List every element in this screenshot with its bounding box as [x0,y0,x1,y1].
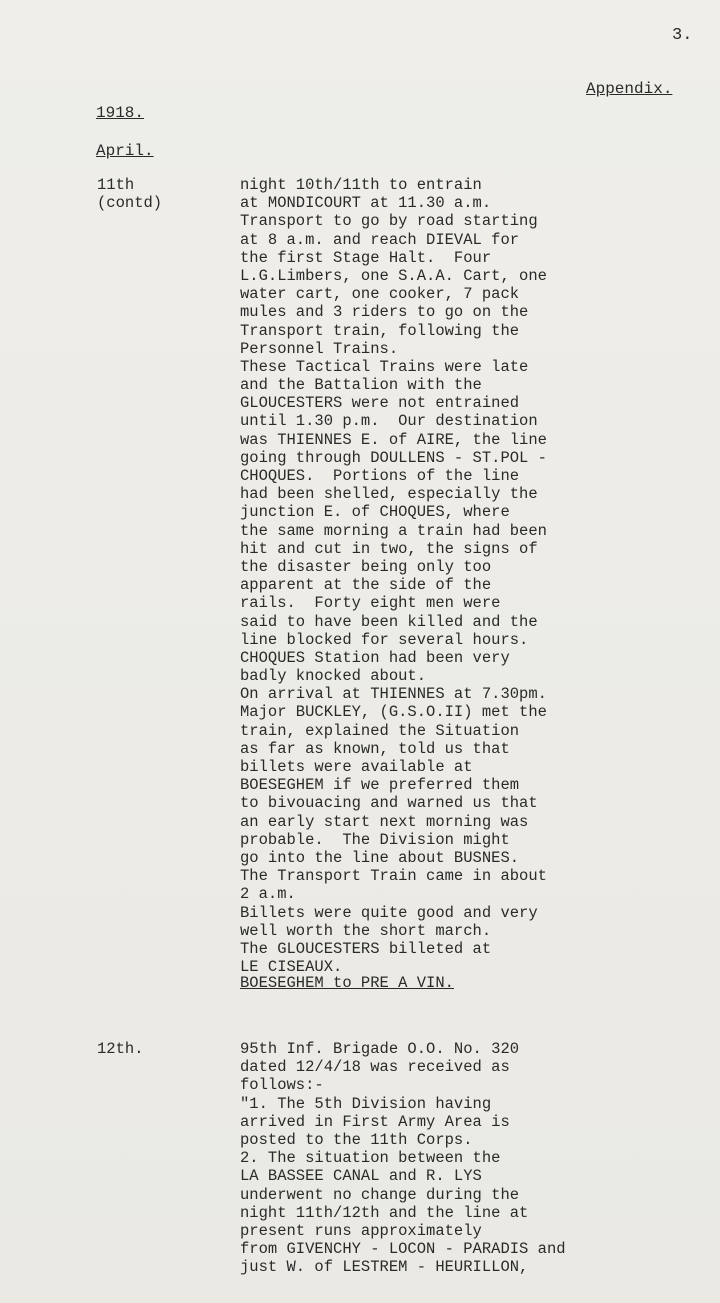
entry-date-12th: 12th. [97,1040,144,1058]
text-line: "1. The 5th Division having [240,1094,492,1113]
text-line: On arrival at THIENNES at 7.30pm. [240,685,547,704]
text-line: The Transport Train came in about [240,867,547,886]
text-line: the disaster being only too [240,557,492,576]
text-line: at MONDICOURT at 11.30 a.m. [240,194,492,213]
text-line: the first Stage Halt. Four [240,248,492,267]
entry-text-11th [240,176,547,976]
text-line: night 10th/11th to entrain [240,176,482,194]
text-line: the same morning a train had been [240,521,547,540]
text-line: apparent at the side of the [240,576,492,595]
text-line: mules and 3 riders to go on the [240,303,529,322]
text-line: The GLOUCESTERS billeted at [240,939,492,958]
entry-date-11th: 11th (contd) [97,176,163,213]
text-line: going through DOULLENS - ST.POL - [240,448,547,467]
text-line: Personnel Trains. [240,339,399,358]
page-number: 3. [672,26,693,45]
text-line: probable. The Division might [240,830,510,849]
entry-text-12th [240,1040,566,1276]
text-line: arrived in First Army Area is [240,1112,510,1131]
text-line: night 11th/12th and the line at [240,1203,529,1222]
text-line: just W. of LESTREM - HEURILLON, [240,1258,529,1277]
text-line: posted to the 11th Corps. [240,1130,473,1149]
year-heading: 1918. [96,104,145,122]
text-line: GLOUCESTERS were not entrained [240,394,520,413]
text-line: well worth the short march. [240,921,492,940]
text-line: had been shelled, especially the [240,485,538,504]
text-line: as far as known, told us that [240,739,510,758]
text-line: follows:- [240,1076,324,1095]
text-line: until 1.30 p.m. Our destination [240,412,538,431]
text-line: from GIVENCHY - LOCON - PARADIS and [240,1240,566,1259]
text-line: train, explained the Situation [240,721,520,740]
text-line: 2. The situation between the [240,1149,501,1168]
text-line: These Tactical Trains were late [240,357,529,376]
text-line: said to have been killed and the [240,612,538,631]
text-line: Transport to go by road starting [240,212,538,231]
text-line: LE CISEAUX. [240,958,343,977]
text-line: an early start next morning was [240,812,529,831]
text-line: 95th Inf. Brigade O.O. No. 320 [240,1040,520,1058]
text-line: LA BASSEE CANAL and R. LYS [240,1167,482,1186]
text-line: hit and cut in two, the signs of [240,539,538,558]
text-line: underwent no change during the [240,1185,520,1204]
section-heading: BOESEGHEM to PRE A VIN. [240,974,454,992]
text-line: billets were available at [240,758,473,776]
text-line: badly knocked about. [240,667,427,686]
text-line: CHOQUES Station had been very [240,648,510,667]
text-line: go into the line about BUSNES. [240,848,520,867]
text-line: water cart, one cooker, 7 pack [240,285,520,304]
text-line: to bivouacing and warned us that [240,794,538,813]
text-line: at 8 a.m. and reach DIEVAL for [240,230,520,249]
text-line: dated 12/4/18 was received as [240,1058,510,1077]
text-line: present runs approximately [240,1221,482,1240]
text-line: rails. Forty eight men were [240,594,501,613]
text-line: CHOQUES. Portions of the line [240,467,520,485]
text-line: BOESEGHEM if we preferred them [240,776,520,795]
text-line: 2 a.m. [240,885,296,904]
text-line: L.G.Limbers, one S.A.A. Cart, one [240,266,547,285]
month-heading: April. [96,142,154,160]
text-line: Transport train, following the [240,321,520,340]
text-line: was THIENNES E. of AIRE, the line [240,430,547,449]
text-line: line blocked for several hours. [240,630,529,649]
appendix-label: Appendix. [586,80,673,98]
text-line: Billets were quite good and very [240,903,538,922]
text-line: Major BUCKLEY, (G.S.O.II) met the [240,703,547,722]
text-line: and the Battalion with the [240,376,482,395]
text-line: junction E. of CHOQUES, where [240,503,510,522]
